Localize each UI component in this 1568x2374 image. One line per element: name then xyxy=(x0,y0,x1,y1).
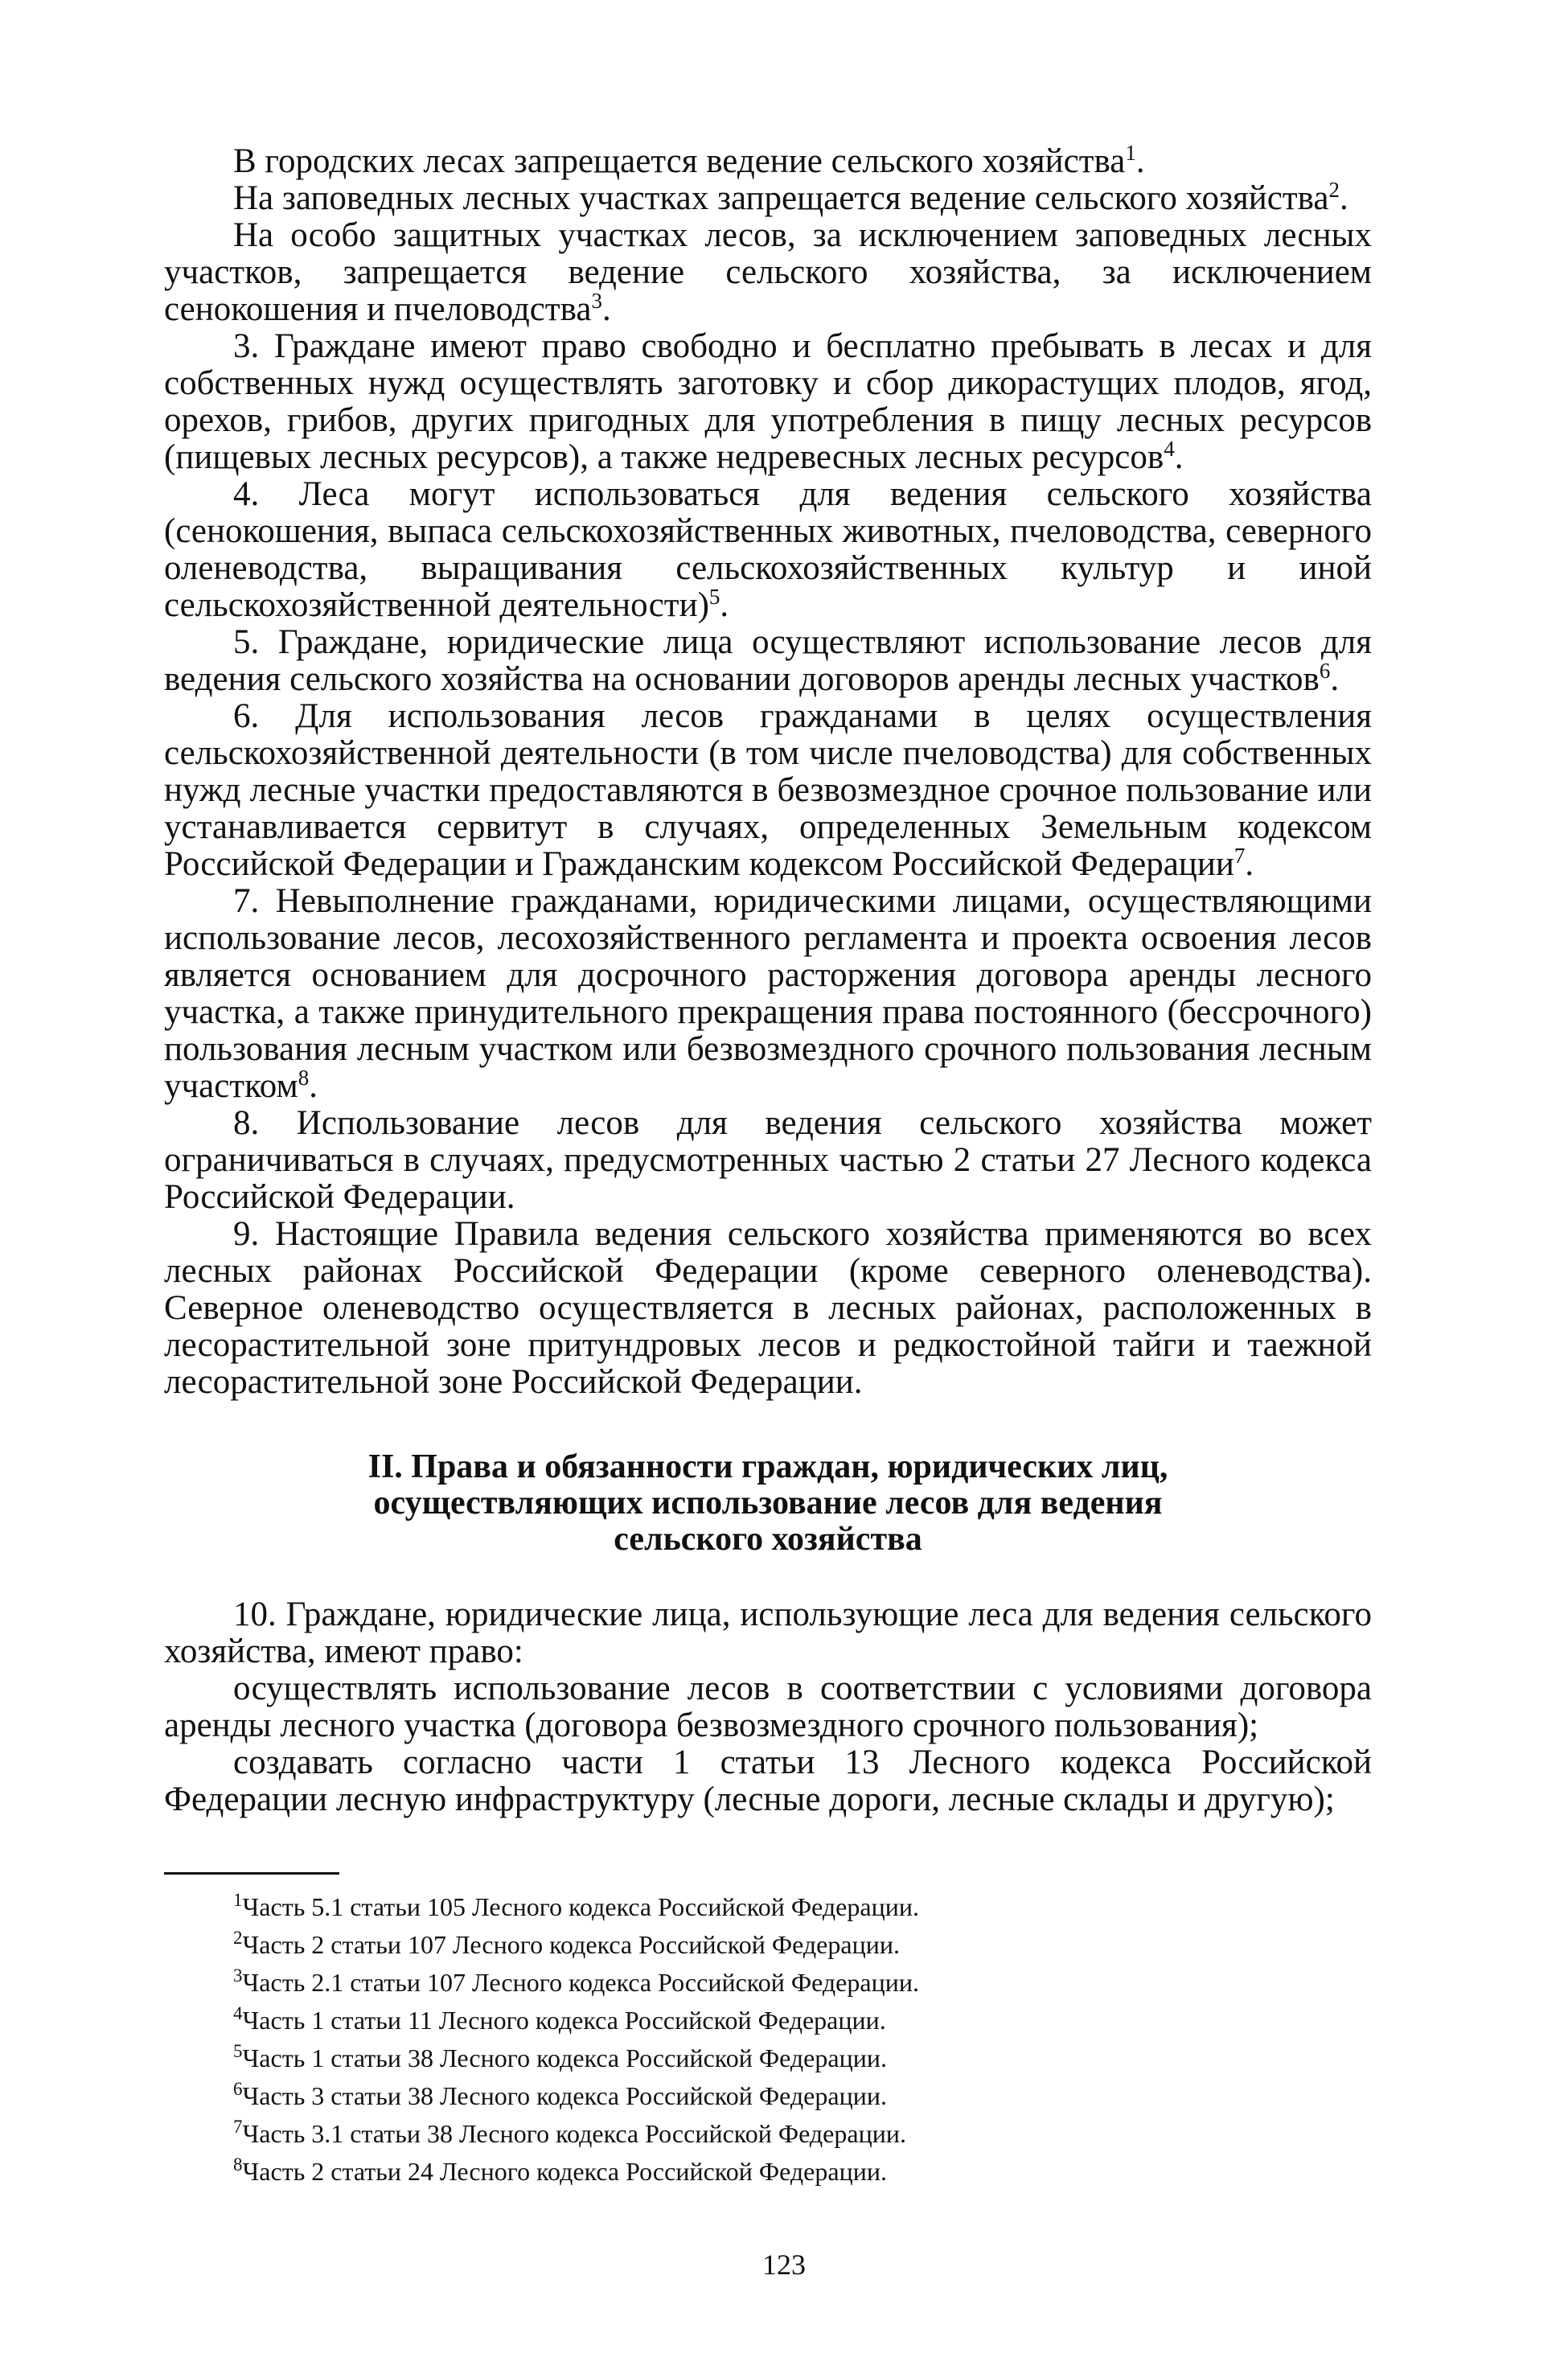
footnote-ref: 3 xyxy=(591,289,602,313)
paragraph-item-6: 6. Для использования лесов гражданами в целях осуществления сельскохозяйственной деятельности (в том числе пчеловодства) для собственных нужд лесные участки предоставляются в безвозмездное срочное пользование или устанавливается сервитут в случаях, определенных Земельным кодексом Российской Федерации и Гражданским кодексом Российской Федерации$^7$. xyxy=(164,697,1372,883)
paragraph-reserved-plots: На заповедных лесных участках запрещается ведение сельского хозяйства$^2$. xyxy=(233,178,1348,217)
paragraph-item-4: 4. Леса могут использоваться для ведения сельского хозяйства (сенокошения, выпаса сельскохозяйственных животных, пчеловодства, северного оленеводства, выращивания сельскохозяйственных культур и иной сельскохозяйственной деятельности)$^5$. xyxy=(164,475,1372,624)
section-heading-line: II. Права и обязанности граждан, юридических лиц, xyxy=(367,1448,1168,1485)
footnote-ref: 8 xyxy=(298,1066,310,1090)
paragraph-item-10: 10. Граждане, юридические лица, использующие леса для ведения сельского хозяйства, имеют право: xyxy=(164,1596,1372,1670)
paragraph-right-use: осуществлять использование лесов в соответствии с условиями договора аренды лесного участка (договора безвозмездного срочного пользования); xyxy=(164,1670,1372,1744)
paragraph-item-3: 3. Граждане имеют право свободно и бесплатно пребывать в лесах и для собственных нужд осуществлять заготовку и сбор дикорастущих плодов, ягод, орехов, грибов, других пригодных для употребления в пищу лесных ресурсов (пищевых лесных ресурсов), а также недревесных лесных ресурсов$^4$. xyxy=(164,327,1372,476)
footnotes xyxy=(164,1888,1372,2191)
body-text xyxy=(164,143,1372,1818)
footnote-divider xyxy=(164,1872,339,1875)
paragraph-urban-forests: В городских лесах запрещается ведение сельского хозяйства$^1$. xyxy=(233,141,1145,180)
footnote-ref: 4 xyxy=(1164,437,1175,461)
footnote: $^5$Часть 1 статьи 38 Лесного кодекса Российской Федерации. xyxy=(233,2041,887,2072)
footnote-ref: 2 xyxy=(1328,178,1340,202)
footnote: $^4$Часть 1 статьи 11 Лесного кодекса Российской Федерации. xyxy=(233,2003,886,2035)
footnote-ref: 6 xyxy=(1319,659,1331,683)
section-heading-line: осуществляющих использование лесов для ведения xyxy=(373,1485,1163,1522)
paragraph-item-9: 9. Настоящие Правила ведения сельского хозяйства применяются во всех лесных районах Российской Федерации (кроме северного оленеводства). Северное оленеводство осуществляется в лесных районах, расположенных в лесорастительной зоне притундровых лесов и редкостойной тайги и таежной лесорастительной зоне Российской Федерации. xyxy=(164,1215,1372,1401)
section-heading-line: сельского хозяйства xyxy=(614,1521,922,1558)
footnote: $^1$Часть 5.1 статьи 105 Лесного кодекса Российской Федерации. xyxy=(233,1890,919,1921)
footnote-ref: 1 xyxy=(1125,141,1136,165)
footnote: $^7$Часть 3.1 статьи 38 Лесного кодекса Российской Федерации. xyxy=(233,2117,906,2148)
footnote-ref: 7 xyxy=(1233,844,1246,868)
footnote: $^2$Часть 2 статьи 107 Лесного кодекса Российской Федерации. xyxy=(233,1928,900,1959)
footnote-ref: 5 xyxy=(708,585,720,609)
footnote: $^6$Часть 3 статьи 38 Лесного кодекса Российской Федерации. xyxy=(233,2079,887,2110)
paragraph-item-7: 7. Невыполнение гражданами, юридическими лицами, осуществляющими использование лесов, лесохозяйственного регламента и проекта освоения лесов является основанием для досрочного расторжения договора аренды лесного участка, а также принудительного прекращения права постоянного (бессрочного) пользования лесным участком или безвозмездного срочного пользования лесным участком$^8$. xyxy=(164,882,1372,1105)
paragraph-item-5: 5. Граждане, юридические лица осуществляют использование лесов для ведения сельского хозяйства на основании договоров аренды лесных участков$^6$. xyxy=(164,623,1372,698)
page-number: 123 xyxy=(762,2249,806,2281)
paragraph-right-infrastructure: создавать согласно части 1 статьи 13 Лесного кодекса Российской Федерации лесную инфраструктуру (лесные дороги, лесные склады и другую); xyxy=(164,1744,1372,1818)
footnote: $^3$Часть 2.1 статьи 107 Лесного кодекса Российской Федерации. xyxy=(233,1965,919,1997)
footnote: $^8$Часть 2 статьи 24 Лесного кодекса Российской Федерации. xyxy=(233,2154,887,2186)
section-heading xyxy=(164,1449,1372,1558)
paragraph-item-8: 8. Использование лесов для ведения сельского хозяйства может ограничиваться в случаях, предусмотренных частью 2 статьи 27 Лесного кодекса Российской Федерации. xyxy=(164,1104,1372,1216)
paragraph-protective-plots: На особо защитных участках лесов, за исключением заповедных лесных участков, запрещается ведение сельского хозяйства, за исключением сенокошения и пчеловодства$^3$. xyxy=(164,216,1372,328)
